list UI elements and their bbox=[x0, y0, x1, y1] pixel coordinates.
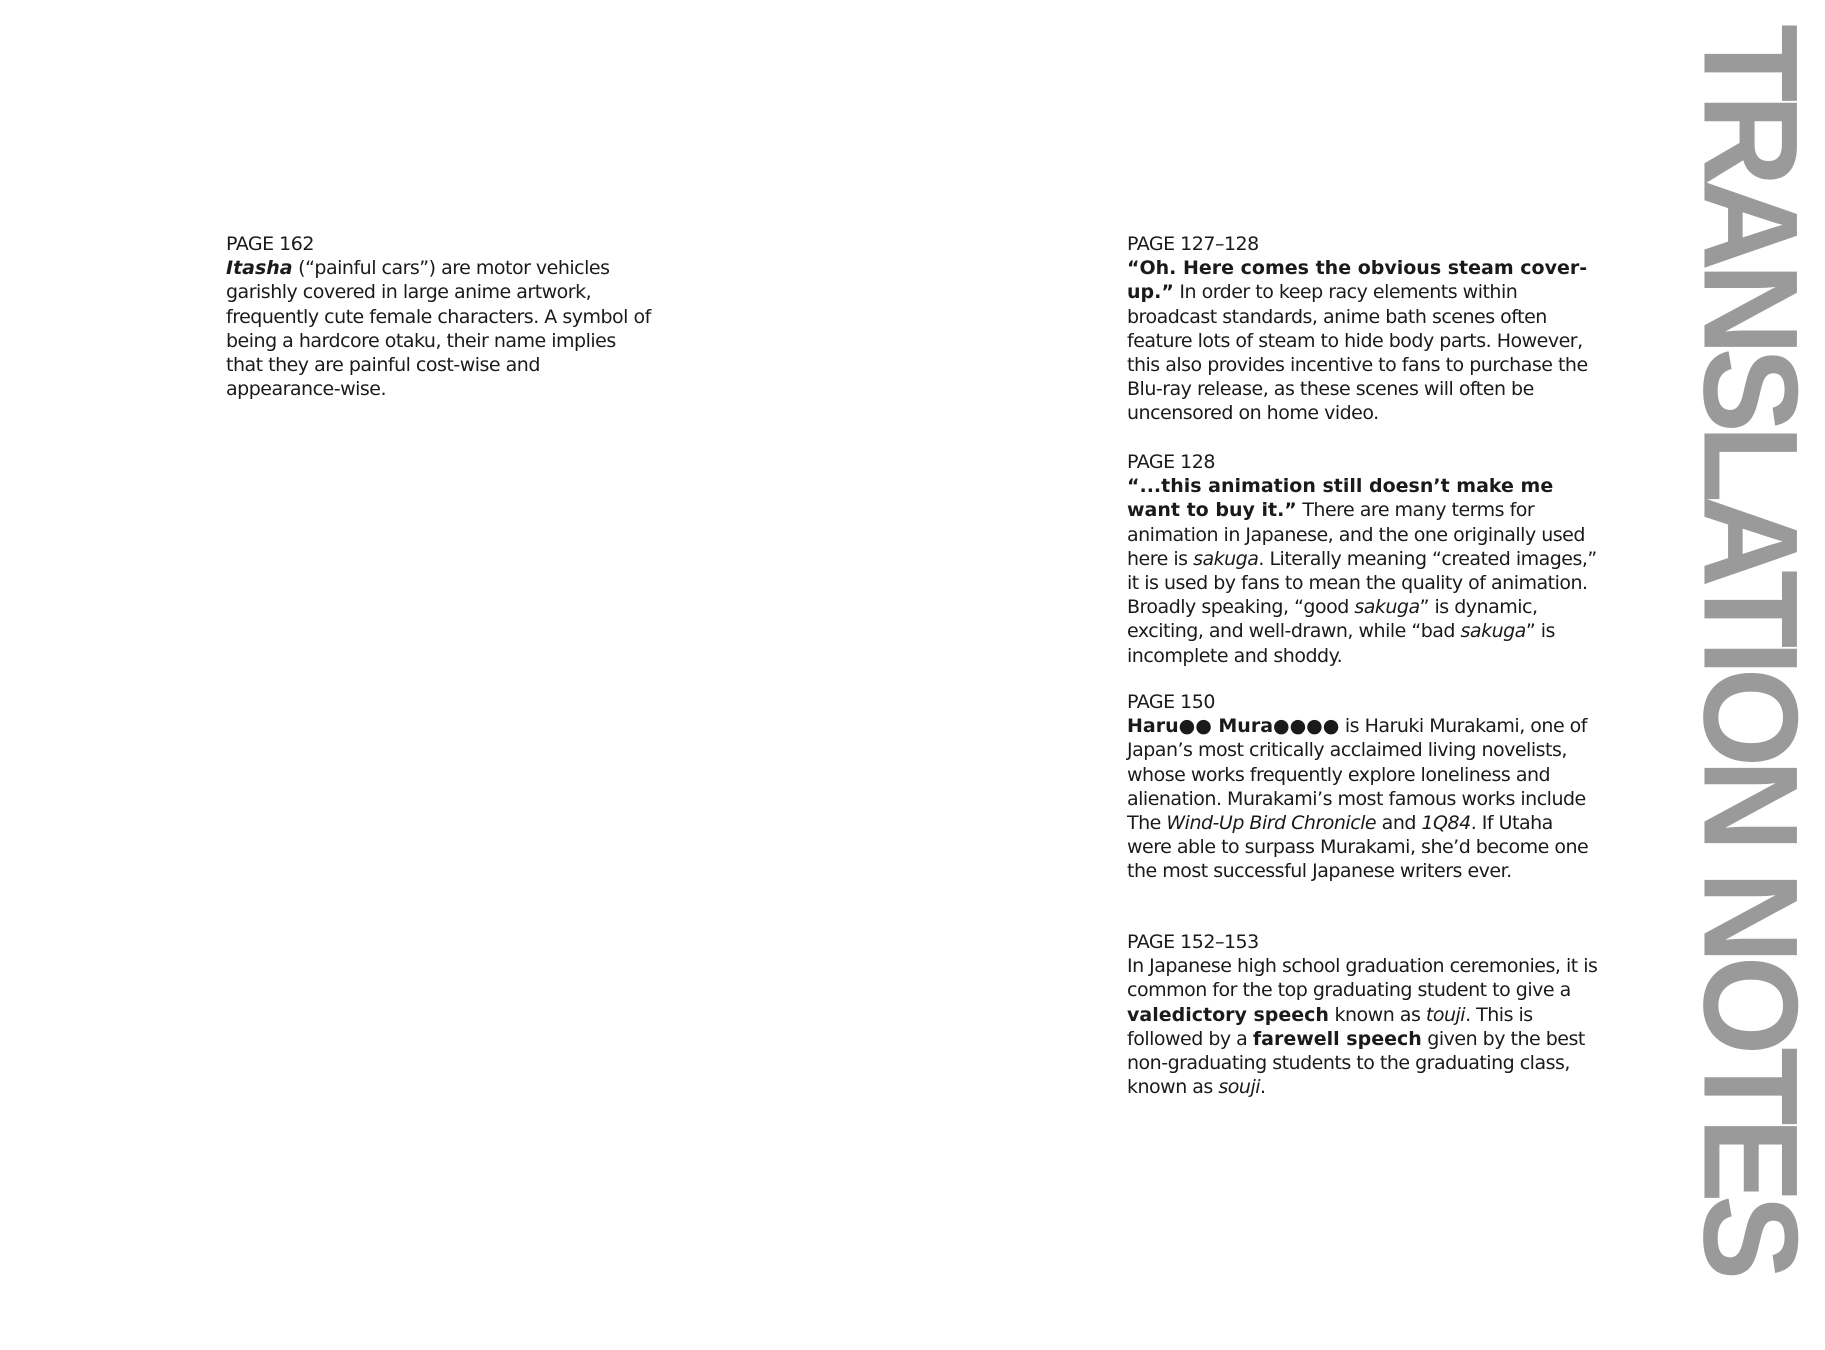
right-page bbox=[900, 0, 1825, 1350]
note-page-128 bbox=[1127, 450, 1602, 668]
note-page-152-153 bbox=[1127, 930, 1602, 1099]
note-page-162 bbox=[226, 232, 656, 401]
note-heading: PAGE 127–128 bbox=[1127, 233, 1259, 255]
note-body: Haru●● Mura●●●● is Haruki Murakami, one of Japan’s most critically acclaimed living novelists, whose works frequently explore loneliness and alienation. Murakami’s most famous works include The Wind-Up Bird Chronicle and 1Q84. If Utaha were able to surpass Murakami, she’d become one the most successful Japanese writers ever. bbox=[1127, 715, 1589, 883]
note-body: “Oh. Here comes the obvious steam cover-up.” In order to keep racy elements within broadcast standards, anime bath scenes often feature lots of steam to hide body parts. However, this also provides incentive to fans to purchase the Blu-ray release, as these scenes will often be uncensored on home video. bbox=[1127, 257, 1588, 425]
note-heading: PAGE 128 bbox=[1127, 451, 1215, 473]
note-heading: PAGE 152–153 bbox=[1127, 931, 1259, 953]
note-body: Itasha (“painful cars”) are motor vehicles garishly covered in large anime artwork, frequently cute female characters. A symbol of being a hardcore otaku, their name implies that they are painful cost-wise and appearance-wise. bbox=[226, 257, 651, 401]
note-page-127-128 bbox=[1127, 232, 1602, 426]
note-body: In Japanese high school graduation ceremonies, it is common for the top graduating student to give a valedictory speech known as touji. This is followed by a farewell speech given by the best non-graduating students to the graduating class, known as souji. bbox=[1127, 955, 1598, 1099]
side-title-text: TRANSLATION NOTES bbox=[1675, 24, 1825, 1273]
left-page bbox=[0, 0, 900, 1350]
note-heading: PAGE 150 bbox=[1127, 691, 1215, 713]
note-page-150 bbox=[1127, 690, 1602, 884]
note-heading: PAGE 162 bbox=[226, 233, 314, 255]
note-body: “...this animation still doesn’t make me want to buy it.” There are many terms for animation in Japanese, and the one originally used here is sakuga. Literally meaning “created images,” it is used by fans to mean the quality of animation. Broadly speaking, “good sakuga” is dynamic, exciting, and well-drawn, while “bad sakuga” is incomplete and shoddy. bbox=[1127, 475, 1597, 667]
translation-notes-side-title bbox=[1675, 24, 1825, 1350]
